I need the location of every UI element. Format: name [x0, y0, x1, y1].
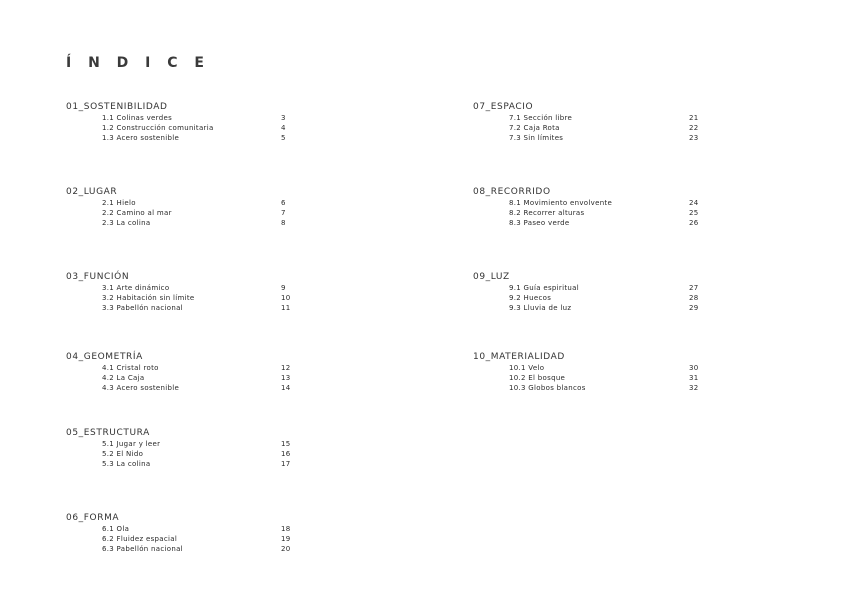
toc-entry[interactable] — [66, 133, 366, 143]
toc-entry[interactable] — [473, 218, 773, 228]
toc-entry[interactable] — [473, 133, 773, 143]
toc-entry[interactable] — [66, 198, 366, 208]
entry-label: 3.1 Arte dinámico — [102, 284, 170, 292]
entry-page-number: 28 — [689, 294, 699, 302]
entry-page-number: 20 — [281, 545, 291, 553]
toc-entry[interactable] — [66, 449, 366, 459]
entry-page-number: 12 — [281, 364, 291, 372]
toc-entry[interactable] — [66, 218, 366, 228]
toc-entry[interactable] — [66, 373, 366, 383]
toc-section — [473, 272, 773, 313]
entry-page-number: 16 — [281, 450, 291, 458]
entry-label: 4.3 Acero sostenible — [102, 384, 180, 392]
entry-label: 10.3 Globos blancos — [509, 384, 586, 392]
entry-page-number: 22 — [689, 124, 699, 132]
toc-entry[interactable] — [66, 534, 366, 544]
toc-entry[interactable] — [66, 283, 366, 293]
section-heading[interactable]: 08_RECORRIDO — [473, 187, 551, 197]
entry-page-number: 30 — [689, 364, 699, 372]
entry-page-number: 7 — [281, 209, 286, 217]
entry-label: 5.2 El Nido — [102, 450, 144, 458]
entry-label: 5.1 Jugar y leer — [102, 440, 161, 448]
section-heading[interactable]: 09_LUZ — [473, 272, 510, 282]
toc-section — [66, 272, 366, 313]
toc-section — [66, 428, 366, 469]
page-title: Í N D I C E — [66, 55, 210, 71]
toc-entry[interactable] — [473, 293, 773, 303]
toc-entry[interactable] — [473, 208, 773, 218]
entry-label: 10.1 Velo — [509, 364, 545, 372]
toc-entry[interactable] — [66, 113, 366, 123]
entry-page-number: 9 — [281, 284, 286, 292]
section-heading[interactable]: 05_ESTRUCTURA — [66, 428, 150, 438]
entry-label: 3.2 Habitación sin límite — [102, 294, 195, 302]
toc-entry[interactable] — [66, 303, 366, 313]
entry-label: 6.1 Ola — [102, 525, 130, 533]
toc-entry[interactable] — [66, 524, 366, 534]
entry-page-number: 25 — [689, 209, 699, 217]
entry-label: 4.2 La Caja — [102, 374, 145, 382]
entry-page-number: 5 — [281, 134, 286, 142]
section-heading[interactable]: 02_LUGAR — [66, 187, 118, 197]
toc-entry[interactable] — [66, 293, 366, 303]
entry-label: 1.1 Colinas verdes — [102, 114, 173, 122]
entry-page-number: 14 — [281, 384, 291, 392]
toc-entry[interactable] — [473, 113, 773, 123]
toc-entry[interactable] — [66, 439, 366, 449]
entry-page-number: 27 — [689, 284, 699, 292]
section-heading[interactable]: 07_ESPACIO — [473, 102, 534, 112]
entry-label: 4.1 Cristal roto — [102, 364, 159, 372]
entry-label: 9.2 Huecos — [509, 294, 552, 302]
entry-label: 8.1 Movimiento envolvente — [509, 199, 613, 207]
entry-page-number: 21 — [689, 114, 699, 122]
entry-page-number: 10 — [281, 294, 291, 302]
entry-label: 5.3 La colina — [102, 460, 151, 468]
toc-entry[interactable] — [66, 383, 366, 393]
toc-section — [66, 352, 366, 393]
entry-label: 1.2 Construcción comunitaria — [102, 124, 214, 132]
entry-page-number: 18 — [281, 525, 291, 533]
entry-page-number: 6 — [281, 199, 286, 207]
entry-label: 1.3 Acero sostenible — [102, 134, 180, 142]
entry-page-number: 17 — [281, 460, 291, 468]
entry-label: 8.3 Paseo verde — [509, 219, 570, 227]
entry-page-number: 13 — [281, 374, 291, 382]
entry-page-number: 19 — [281, 535, 291, 543]
entry-page-number: 26 — [689, 219, 699, 227]
toc-entry[interactable] — [473, 283, 773, 293]
section-heading[interactable]: 06_FORMA — [66, 513, 120, 523]
entry-page-number: 24 — [689, 199, 699, 207]
toc-entry[interactable] — [66, 208, 366, 218]
entry-label: 10.2 El bosque — [509, 374, 566, 382]
toc-section — [473, 352, 773, 393]
toc-entry[interactable] — [66, 363, 366, 373]
section-heading[interactable]: 03_FUNCIÓN — [66, 272, 130, 282]
toc-section — [473, 102, 773, 143]
entry-label: 9.1 Guía espiritual — [509, 284, 579, 292]
entry-label: 6.3 Pabellón nacional — [102, 545, 183, 553]
toc-section — [66, 102, 366, 143]
toc-entry[interactable] — [473, 373, 773, 383]
entry-page-number: 31 — [689, 374, 699, 382]
toc-entry[interactable] — [473, 363, 773, 373]
entry-label: 9.3 Lluvia de luz — [509, 304, 572, 312]
toc-section — [66, 513, 366, 554]
toc-section — [66, 187, 366, 228]
entry-label: 6.2 Fluidez espacial — [102, 535, 178, 543]
entry-page-number: 15 — [281, 440, 291, 448]
entry-label: 7.1 Sección libre — [509, 114, 573, 122]
entry-page-number: 11 — [281, 304, 291, 312]
toc-section — [473, 187, 773, 228]
toc-entry[interactable] — [66, 123, 366, 133]
entry-label: 8.2 Recorrer alturas — [509, 209, 585, 217]
toc-entry[interactable] — [66, 544, 366, 554]
entry-label: 7.2 Caja Rota — [509, 124, 560, 132]
toc-entry[interactable] — [473, 303, 773, 313]
toc-entry[interactable] — [66, 459, 366, 469]
entry-label: 7.3 Sin límites — [509, 134, 564, 142]
entry-label: 3.3 Pabellón nacional — [102, 304, 183, 312]
toc-entry[interactable] — [473, 123, 773, 133]
entry-page-number: 23 — [689, 134, 699, 142]
section-heading[interactable]: 01_SOSTENIBILIDAD — [66, 102, 168, 112]
entry-label: 2.3 La colina — [102, 219, 151, 227]
entry-page-number: 32 — [689, 384, 699, 392]
entry-label: 2.2 Camino al mar — [102, 209, 172, 217]
toc-entry[interactable] — [473, 383, 773, 393]
entry-label: 2.1 Hielo — [102, 199, 136, 207]
section-heading[interactable]: 04_GEOMETRÍA — [66, 352, 143, 362]
entry-page-number: 4 — [281, 124, 286, 132]
entry-page-number: 8 — [281, 219, 286, 227]
entry-page-number: 3 — [281, 114, 286, 122]
section-heading[interactable]: 10_MATERIALIDAD — [473, 352, 565, 362]
toc-entry[interactable] — [473, 198, 773, 208]
entry-page-number: 29 — [689, 304, 699, 312]
